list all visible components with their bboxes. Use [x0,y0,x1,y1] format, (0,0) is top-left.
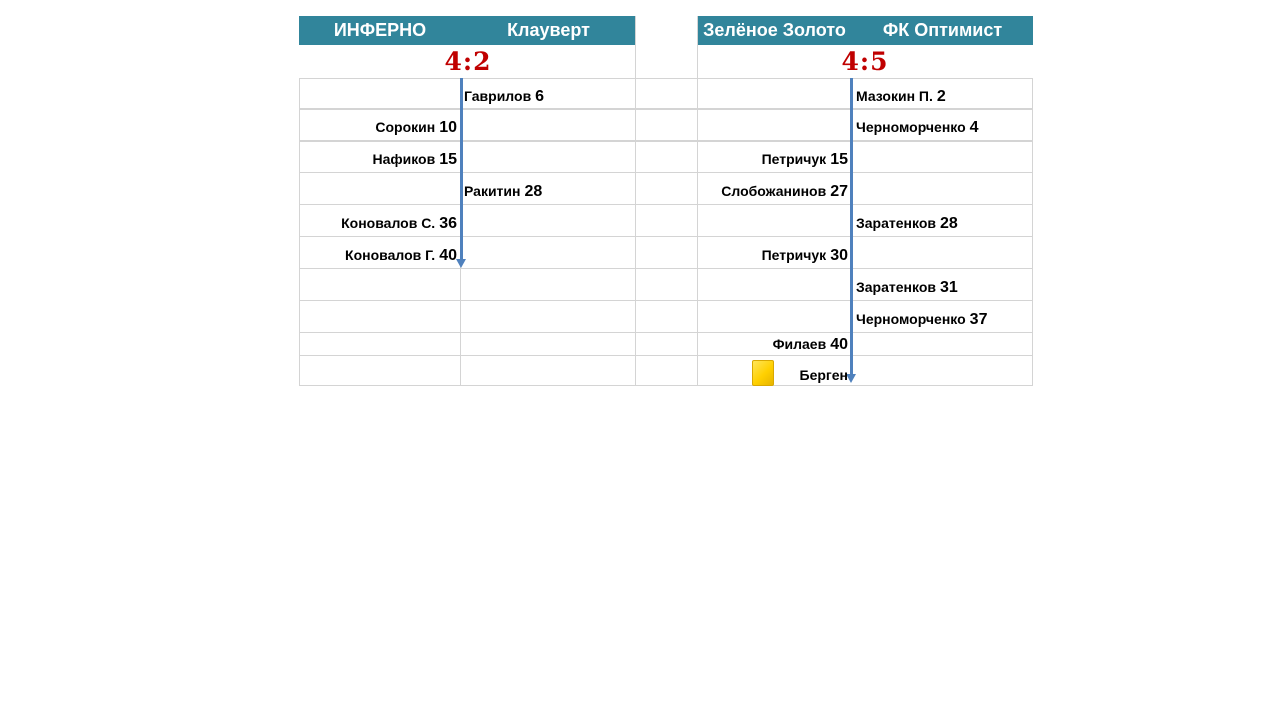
match1-goal-event: Коновалов Г. 40 [345,247,457,264]
match1-goal-event: Нафиков 15 [372,151,457,168]
match2-goal-event: Черноморченко 4 [856,119,979,136]
yellow-card-icon [752,360,774,386]
grid-row-line [299,355,1033,356]
grid-row-line [299,385,1033,386]
grid-row-line [299,172,1033,173]
match2-timeline [850,78,853,375]
match1-timeline [460,78,463,260]
grid-row-line [299,78,1033,79]
match1-timeline-arrow-icon [456,259,466,268]
grid-row-line [299,140,1033,142]
grid-col-line [635,78,636,385]
match1-goal-event: Гаврилов 6 [464,88,545,105]
match2-goal-event: Петричук 30 [761,247,848,264]
grid-col-line [635,16,636,78]
match1-goal-event: Ракитин 28 [464,183,543,200]
grid-row-line [299,236,1033,237]
grid-row-line [299,268,1033,269]
grid-col-line [697,78,698,385]
match1-goal-event: Сорокин 10 [375,119,457,136]
grid-row-line [299,204,1033,205]
match2-team-left-header: Зелёное Золото [697,16,852,45]
match1-team-left-header: ИНФЕРНО [299,16,461,45]
grid-row-line [299,332,1033,333]
grid-row-line [299,300,1033,301]
match1-score: 4:2 [444,47,492,76]
match2-goal-event: Заратенков 28 [856,215,958,232]
match1-team-right-header: Клауверт [461,16,636,45]
match2-goal-event: Филаев 40 [772,336,848,353]
match2-goal-event: Петричук 15 [761,151,848,168]
grid-col-line [1032,78,1033,385]
match2-goal-event: Заратенков 31 [856,279,958,296]
match2-score: 4:5 [841,47,889,76]
match1-goal-event: Коновалов С. 36 [341,215,457,232]
match2-goal-event: Слобожанинов 27 [721,183,848,200]
match2-goal-event: Мазокин П. 2 [856,88,946,105]
grid-col-line [299,78,300,385]
grid-col-line [697,16,698,78]
match2-goal-event: Черноморченко 37 [856,311,988,328]
grid-row-line [299,108,1033,110]
match2-card-event: Берген [799,367,848,383]
match2-team-right-header: ФК Оптимист [852,16,1033,45]
